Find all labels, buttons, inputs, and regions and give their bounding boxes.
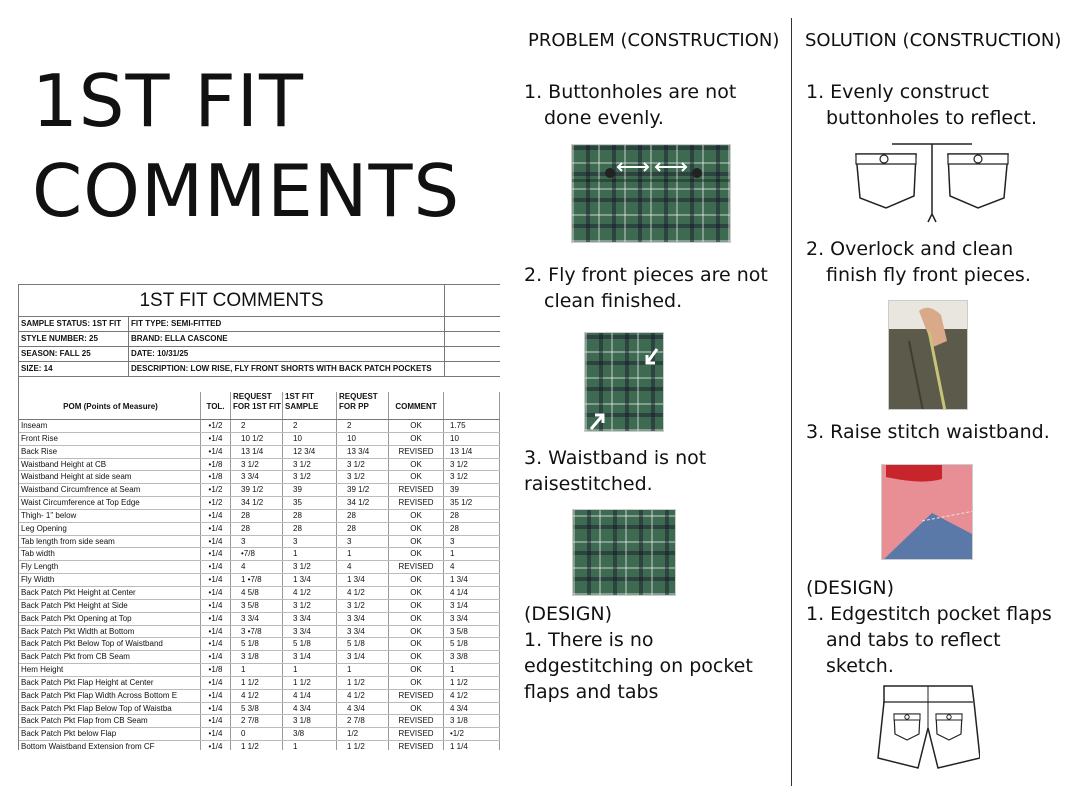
info-label: STYLE NUMBER: 25 (19, 332, 129, 346)
cell-pom-name: Back Patch Pkt from CB Seam (19, 651, 201, 663)
column-divider (791, 18, 792, 786)
cell-request-pp: 3 1/4 (337, 651, 389, 663)
cell-request-1st-fit: 0 (231, 728, 283, 740)
cell-request-pp: 39 1/2 (337, 484, 389, 496)
problem-item-2: 2. Fly front pieces are not clean finished. (524, 264, 768, 312)
solution-item-1: 1. Evenly construct buttonholes to reflect. (806, 81, 1038, 129)
info-value: FIT TYPE: SEMI-FITTED (129, 317, 445, 331)
cell-request-1st-fit: 28 (231, 510, 283, 522)
table-row (19, 420, 500, 433)
table-row (19, 715, 500, 728)
info-label: SEASON: FALL 25 (19, 347, 129, 361)
cell-pom-name: Fly Width (19, 574, 201, 586)
spec-sheet-header-row (19, 392, 500, 420)
cell-final-value: 1.75 (444, 420, 500, 432)
info-value: DESCRIPTION: LOW RISE, FLY FRONT SHORTS WITH BACK PATCH POCKETS (129, 362, 445, 376)
cell-request-pp: 5 1/8 (337, 638, 389, 650)
page-title (32, 56, 460, 236)
cell-request-pp: 34 1/2 (337, 497, 389, 509)
cell-request-pp: 3 3/4 (337, 626, 389, 638)
table-row (19, 626, 500, 639)
cell-comment: OK (389, 677, 444, 689)
cell-request-pp: 4 1/2 (337, 690, 389, 702)
fly-front-arrows-icon (585, 333, 664, 432)
cell-comment: OK (389, 703, 444, 715)
cell-final-value: 4 3/4 (444, 703, 500, 715)
table-row (19, 741, 500, 750)
cell-comment: REVISED (389, 715, 444, 727)
cell-pom-name: Back Patch Pkt below Flap (19, 728, 201, 740)
cell-comment: OK (389, 587, 444, 599)
header-1st-fit-sample: 1ST FIT SAMPLE (283, 392, 337, 419)
info-row (19, 347, 500, 362)
cell-request-pp: 28 (337, 523, 389, 535)
cell-final-value: 3 5/8 (444, 626, 500, 638)
cell-request-1st-fit: 1 1/2 (231, 677, 283, 689)
cell-tolerance: •1/4 (201, 536, 231, 548)
cell-final-value: 5 1/8 (444, 638, 500, 650)
table-row (19, 703, 500, 716)
cell-pom-name: Back Patch Pkt Height at Center (19, 587, 201, 599)
cell-tolerance: •1/4 (201, 523, 231, 535)
cell-request-1st-fit: •7/8 (231, 548, 283, 560)
cell-request-pp: 3 1/2 (337, 459, 389, 471)
cell-final-value: •1/2 (444, 728, 500, 740)
cell-request-pp: 1 (337, 664, 389, 676)
solution-design-item: 1. Edgestitch pocket flaps and tabs to reflect sketch. (806, 603, 1052, 677)
cell-final-value: 3 1/2 (444, 471, 500, 483)
table-row (19, 690, 500, 703)
table-row (19, 484, 500, 497)
cell-comment: OK (389, 613, 444, 625)
cell-request-1st-fit: 28 (231, 523, 283, 535)
cell-pom-name: Tab length from side seam (19, 536, 201, 548)
table-row (19, 471, 500, 484)
cell-final-value: 4 (444, 561, 500, 573)
cell-tolerance: •1/4 (201, 548, 231, 560)
info-value: DATE: 10/31/25 (129, 347, 445, 361)
cell-request-1st-fit: 3 5/8 (231, 600, 283, 612)
cell-fit-sample: 4 1/4 (283, 690, 337, 702)
cell-fit-sample: 4 3/4 (283, 703, 337, 715)
table-row (19, 613, 500, 626)
table-row (19, 664, 500, 677)
table-row (19, 523, 500, 536)
cell-tolerance: •1/8 (201, 664, 231, 676)
cell-request-1st-fit: 1 (231, 664, 283, 676)
cell-tolerance: •1/4 (201, 433, 231, 445)
table-row (19, 548, 500, 561)
cell-final-value: 3 1/4 (444, 600, 500, 612)
cell-request-1st-fit: 3 3/4 (231, 471, 283, 483)
cell-tolerance: •1/4 (201, 677, 231, 689)
table-row (19, 561, 500, 574)
cell-final-value: 1 1/4 (444, 741, 500, 750)
cell-fit-sample: 5 1/8 (283, 638, 337, 650)
spec-sheet-title: 1ST FIT COMMENTS (19, 285, 445, 316)
cell-tolerance: •1/4 (201, 741, 231, 750)
cell-final-value: 39 (444, 484, 500, 496)
spec-sheet-info (19, 317, 500, 377)
cell-request-pp: 2 7/8 (337, 715, 389, 727)
cell-request-pp: 1 1/2 (337, 677, 389, 689)
cell-tolerance: •1/4 (201, 600, 231, 612)
cell-pom-name: Waistband Circumfrence at Seam (19, 484, 201, 496)
cell-request-1st-fit: 13 1/4 (231, 446, 283, 458)
cell-fit-sample: 28 (283, 510, 337, 522)
cell-request-pp: 3 1/2 (337, 471, 389, 483)
cell-fit-sample: 3 3/4 (283, 613, 337, 625)
header-comment: COMMENT (389, 392, 444, 419)
cell-pom-name: Back Rise (19, 446, 201, 458)
spec-sheet-body (19, 420, 500, 750)
cell-comment: REVISED (389, 497, 444, 509)
cell-tolerance: •1/8 (201, 459, 231, 471)
cell-request-1st-fit: 4 1/2 (231, 690, 283, 702)
table-row (19, 638, 500, 651)
problem-design-heading: (DESIGN) (524, 603, 613, 625)
cell-pom-name: Fly Length (19, 561, 201, 573)
cell-request-pp: 4 1/2 (337, 587, 389, 599)
cell-fit-sample: 10 (283, 433, 337, 445)
problem-design-item: 1. There is no edgestitching on pocket flaps and tabs (524, 629, 753, 703)
cell-request-1st-fit: 2 7/8 (231, 715, 283, 727)
cell-fit-sample: 3 1/8 (283, 715, 337, 727)
cell-pom-name: Waistband Height at CB (19, 459, 201, 471)
cell-tolerance: •1/4 (201, 574, 231, 586)
cell-final-value: 1 1/2 (444, 677, 500, 689)
cell-fit-sample: 3 1/2 (283, 600, 337, 612)
cell-comment: REVISED (389, 561, 444, 573)
cell-pom-name: Tab width (19, 548, 201, 560)
cell-tolerance: •1/4 (201, 703, 231, 715)
cell-final-value: 1 3/4 (444, 574, 500, 586)
cell-fit-sample: 1 (283, 548, 337, 560)
cell-comment: OK (389, 510, 444, 522)
table-row (19, 587, 500, 600)
cell-pom-name: Back Patch Pkt Below Top of Waistband (19, 638, 201, 650)
cell-comment: REVISED (389, 728, 444, 740)
cell-final-value: 4 1/4 (444, 587, 500, 599)
cell-comment: OK (389, 536, 444, 548)
cell-request-1st-fit: 3 •7/8 (231, 626, 283, 638)
cell-comment: OK (389, 600, 444, 612)
info-label: SAMPLE STATUS: 1ST FIT (19, 317, 129, 331)
cell-request-1st-fit: 1 •7/8 (231, 574, 283, 586)
overlock-photo (888, 300, 968, 410)
cell-request-pp: 3 1/2 (337, 600, 389, 612)
cell-fit-sample: 35 (283, 497, 337, 509)
cell-fit-sample: 3 (283, 536, 337, 548)
overlock-detail-icon (889, 301, 968, 410)
cell-fit-sample: 12 3/4 (283, 446, 337, 458)
cell-request-pp: 28 (337, 510, 389, 522)
cell-request-1st-fit: 4 5/8 (231, 587, 283, 599)
cell-fit-sample: 3 3/4 (283, 626, 337, 638)
cell-request-pp: 1 (337, 548, 389, 560)
table-row (19, 728, 500, 741)
table-row (19, 446, 500, 459)
cell-pom-name: Back Patch Pkt Flap Below Top of Waistba (19, 703, 201, 715)
table-row (19, 459, 500, 472)
solution-heading: SOLUTION (CONSTRUCTION) (805, 30, 1062, 51)
cell-comment: OK (389, 433, 444, 445)
cell-tolerance: •1/4 (201, 446, 231, 458)
cell-tolerance: •1/4 (201, 690, 231, 702)
problem-heading: PROBLEM (CONSTRUCTION) (528, 30, 780, 51)
cell-tolerance: •1/4 (201, 626, 231, 638)
cell-comment: OK (389, 471, 444, 483)
solution-item-3: 3. Raise stitch waistband. (806, 421, 1050, 443)
cell-request-pp: 1 1/2 (337, 741, 389, 750)
cell-tolerance: •1/4 (201, 587, 231, 599)
cell-fit-sample: 3 1/4 (283, 651, 337, 663)
cell-request-pp: 1 3/4 (337, 574, 389, 586)
cell-fit-sample: 28 (283, 523, 337, 535)
cell-request-pp: 2 (337, 420, 389, 432)
problem-design (524, 601, 786, 705)
header-tol: TOL. (201, 392, 231, 419)
buttonhole-arrows-icon (572, 145, 731, 243)
pocket-flap-sketch-icon (852, 142, 1012, 224)
cell-request-1st-fit: 3 (231, 536, 283, 548)
title-line-2: COMMENTS (32, 149, 461, 233)
table-row (19, 651, 500, 664)
table-row (19, 497, 500, 510)
cell-request-1st-fit: 3 1/8 (231, 651, 283, 663)
cell-pom-name: Front Rise (19, 433, 201, 445)
cell-final-value: 3 1/2 (444, 459, 500, 471)
solution-design-heading: (DESIGN) (806, 577, 895, 599)
cell-request-1st-fit: 5 1/8 (231, 638, 283, 650)
cell-tolerance: •1/4 (201, 728, 231, 740)
table-row (19, 574, 500, 587)
header-request-1st-fit: REQUEST FOR 1ST FIT (231, 392, 283, 419)
cell-comment: REVISED (389, 690, 444, 702)
header-blank (444, 392, 500, 419)
cell-tolerance: •1/8 (201, 471, 231, 483)
cell-pom-name: Waist Circumference at Top Edge (19, 497, 201, 509)
cell-fit-sample: 3 1/2 (283, 459, 337, 471)
raise-stitch-detail-icon (882, 465, 973, 560)
cell-fit-sample: 1 (283, 664, 337, 676)
solution-design (806, 575, 1068, 679)
cell-final-value: 13 1/4 (444, 446, 500, 458)
cell-pom-name: Inseam (19, 420, 201, 432)
cell-final-value: 1 (444, 548, 500, 560)
cell-fit-sample: 3 1/2 (283, 561, 337, 573)
cell-final-value: 4 1/2 (444, 690, 500, 702)
cell-request-1st-fit: 10 1/2 (231, 433, 283, 445)
cell-final-value: 1 (444, 664, 500, 676)
cell-comment: OK (389, 523, 444, 535)
cell-comment: REVISED (389, 741, 444, 750)
info-row (19, 362, 500, 377)
header-request-pp: REQUEST FOR PP (337, 392, 389, 419)
table-row (19, 600, 500, 613)
cell-tolerance: •1/4 (201, 715, 231, 727)
cell-fit-sample: 39 (283, 484, 337, 496)
cell-pom-name: Back Patch Pkt Flap Width Across Bottom E (19, 690, 201, 702)
cell-tolerance: •1/4 (201, 561, 231, 573)
cell-request-1st-fit: 1 1/2 (231, 741, 283, 750)
table-row (19, 433, 500, 446)
table-row (19, 677, 500, 690)
cell-comment: REVISED (389, 484, 444, 496)
cell-comment: OK (389, 626, 444, 638)
cell-fit-sample: 3 1/2 (283, 471, 337, 483)
cell-pom-name: Back Patch Pkt Width at Bottom (19, 626, 201, 638)
cell-final-value: 28 (444, 523, 500, 535)
cell-request-pp: 1/2 (337, 728, 389, 740)
buttonhole-photo (571, 144, 731, 243)
cell-final-value: 3 3/8 (444, 651, 500, 663)
cell-request-1st-fit: 3 3/4 (231, 613, 283, 625)
cell-request-1st-fit: 34 1/2 (231, 497, 283, 509)
cell-final-value: 3 1/8 (444, 715, 500, 727)
raise-stitch-photo (881, 464, 973, 560)
solution-item-2: 2. Overlock and clean finish fly front pieces. (806, 238, 1031, 286)
cell-comment: OK (389, 664, 444, 676)
cell-final-value: 10 (444, 433, 500, 445)
cell-fit-sample: 1 1/2 (283, 677, 337, 689)
spec-sheet-title-row (19, 285, 500, 317)
cell-tolerance: •1/2 (201, 420, 231, 432)
table-row (19, 510, 500, 523)
spec-sheet-table (18, 284, 500, 750)
cell-request-pp: 4 (337, 561, 389, 573)
cell-request-pp: 3 (337, 536, 389, 548)
cell-fit-sample: 1 3/4 (283, 574, 337, 586)
cell-comment: REVISED (389, 446, 444, 458)
cell-pom-name: Leg Opening (19, 523, 201, 535)
shorts-back-sketch-icon (876, 682, 980, 772)
cell-pom-name: Hem Height (19, 664, 201, 676)
header-pom: POM (Points of Measure) (19, 392, 201, 419)
cell-final-value: 28 (444, 510, 500, 522)
waistband-photo (572, 509, 676, 596)
cell-comment: OK (389, 420, 444, 432)
cell-final-value: 3 (444, 536, 500, 548)
cell-pom-name: Thigh- 1" below (19, 510, 201, 522)
cell-pom-name: Back Patch Pkt Flap from CB Seam (19, 715, 201, 727)
cell-tolerance: •1/4 (201, 510, 231, 522)
cell-comment: OK (389, 459, 444, 471)
cell-tolerance: •1/2 (201, 484, 231, 496)
cell-tolerance: •1/4 (201, 638, 231, 650)
cell-request-1st-fit: 2 (231, 420, 283, 432)
cell-request-1st-fit: 3 1/2 (231, 459, 283, 471)
info-label: SIZE: 14 (19, 362, 129, 376)
spec-sheet-spacer (19, 377, 500, 392)
cell-pom-name: Back Patch Pkt Flap Height at Center (19, 677, 201, 689)
cell-request-pp: 3 3/4 (337, 613, 389, 625)
cell-final-value: 3 3/4 (444, 613, 500, 625)
cell-fit-sample: 1 (283, 741, 337, 750)
cell-pom-name: Waistband Height at side seam (19, 471, 201, 483)
cell-fit-sample: 4 1/2 (283, 587, 337, 599)
info-value: BRAND: ELLA CASCONE (129, 332, 445, 346)
cell-request-pp: 4 3/4 (337, 703, 389, 715)
cell-pom-name: Bottom Waistband Extension from CF (19, 741, 201, 750)
cell-pom-name: Back Patch Pkt Opening at Top (19, 613, 201, 625)
title-line-1: 1ST FIT (32, 59, 305, 143)
cell-pom-name: Back Patch Pkt Height at Side (19, 600, 201, 612)
info-row (19, 332, 500, 347)
cell-request-pp: 13 3/4 (337, 446, 389, 458)
cell-comment: OK (389, 651, 444, 663)
fly-front-photo (584, 332, 664, 432)
cell-comment: OK (389, 638, 444, 650)
problem-item-1: 1. Buttonholes are not done evenly. (524, 81, 737, 129)
cell-request-pp: 10 (337, 433, 389, 445)
table-row (19, 536, 500, 549)
cell-request-1st-fit: 5 3/8 (231, 703, 283, 715)
cell-request-1st-fit: 4 (231, 561, 283, 573)
cell-request-1st-fit: 39 1/2 (231, 484, 283, 496)
cell-fit-sample: 3/8 (283, 728, 337, 740)
cell-comment: OK (389, 574, 444, 586)
cell-tolerance: •1/2 (201, 497, 231, 509)
cell-final-value: 35 1/2 (444, 497, 500, 509)
info-row (19, 317, 500, 332)
problem-item-3: 3. Waistband is not raisestitched. (524, 447, 707, 495)
cell-tolerance: •1/4 (201, 613, 231, 625)
cell-comment: OK (389, 548, 444, 560)
cell-tolerance: •1/4 (201, 651, 231, 663)
cell-fit-sample: 2 (283, 420, 337, 432)
